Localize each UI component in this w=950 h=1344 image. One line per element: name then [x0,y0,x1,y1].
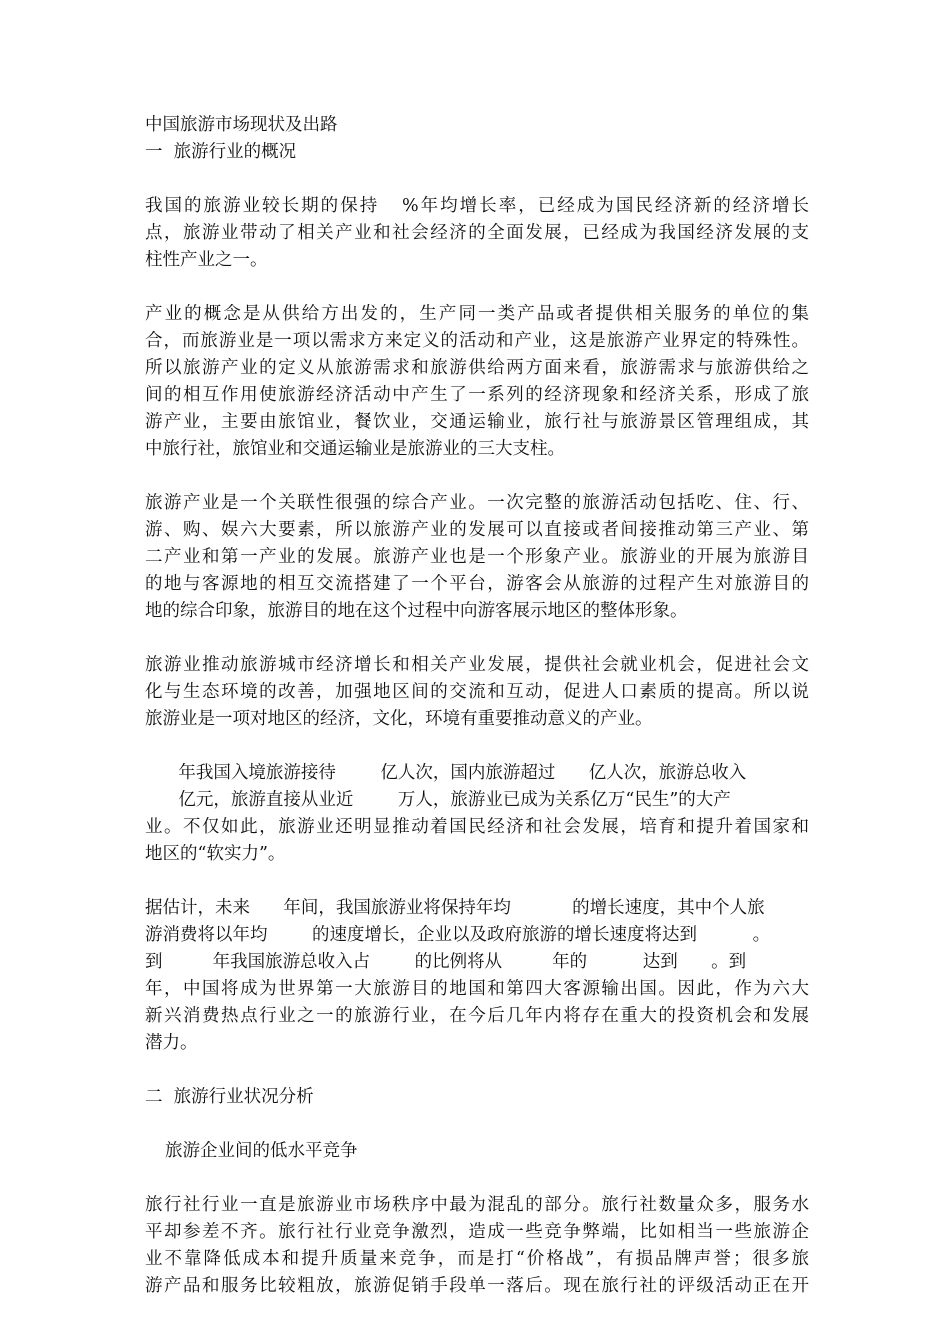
paragraph-line: 游、购、娱六大要素，所以旅游产业的发展可以直接或者间接推动第三产业、第 [145,520,809,540]
paragraph-line: 化与生态环境的改善，加强地区间的交流和互动，促进人口素质的提高。所以说 [145,682,809,702]
paragraph-line: 二产业和第一产业的发展。旅游产业也是一个形象产业。旅游业的开展为旅游目 [145,547,809,567]
paragraph-line: 年，中国将成为世界第一大旅游目的地国和第四大客源输出国。因此，作为六大 [145,979,809,999]
blank-line [145,1111,809,1138]
paragraph-line: 游消费将以年均 的速度增长，企业以及政府旅游的增长速度将达到 。 [145,925,771,945]
paragraph-forecast [145,895,809,1057]
section-heading-analysis: 二 旅游行业状况分析 [145,1087,314,1107]
paragraph-growth [145,193,809,274]
paragraph-statistics [145,760,809,868]
paragraph-line: 柱性产业之一。 [145,250,268,270]
blank-line [145,274,809,301]
paragraph-line: 旅游业推动旅游城市经济增长和相关产业发展，提供社会就业机会，促进社会文 [145,655,809,675]
paragraph-line: 中旅行社，旅馆业和交通运输业是旅游业的三大支柱。 [145,439,565,459]
paragraph-industry-concept [145,301,809,463]
paragraph-line: 旅行社行业一直是旅游业市场秩序中最为混乱的部分。旅行社数量众多，服务水 [145,1195,809,1215]
paragraph-line: 我国的旅游业较长期的保持 %年均增长率，已经成为国民经济新的经济增长 [145,196,809,216]
blank-line [145,1165,809,1192]
paragraph-line: 旅游业是一项对地区的经济，文化，环境有重要推动意义的产业。 [145,709,653,729]
paragraph-line: 业。不仅如此，旅游业还明显推动着国民经济和社会发展，培育和提升着国家和 [145,817,809,837]
paragraph-line: 地区的“软实力”。 [145,844,286,864]
paragraph-line: 间的相互作用使旅游经济活动中产生了一系列的经济现象和经济关系，形成了旅 [145,385,809,405]
paragraph-line: 据估计，未来 年间，我国旅游业将保持年均 的增长速度，其中个人旅 [145,898,765,918]
subheading-low-level-competition: 旅游企业间的低水平竞争 [165,1141,358,1161]
section-heading-overview: 一 旅游行业的概况 [145,142,297,162]
paragraph-line: 的地与客源地的相互交流搭建了一个平台，游客会从旅游的过程产生对旅游目的 [145,574,809,594]
paragraph-line: 地的综合印象，旅游目的地在这个过程中向游客展示地区的整体形象。 [145,601,688,621]
blank-line [145,868,809,895]
paragraph-line: 亿元，旅游直接从业近 万人，旅游业已成为关系亿万“民生”的大产 [145,790,731,810]
document-page [145,112,809,1300]
paragraph-line: 到 年我国旅游总收入占 的比例将从 年的 达到 。到 [145,952,747,972]
blank-line [145,1057,809,1084]
paragraph-line: 旅游产业是一个关联性很强的综合产业。一次完整的旅游活动包括吃、住、行、 [145,493,809,513]
document-title: 中国旅游市场现状及出路 [145,115,338,135]
paragraph-city-economy [145,652,809,733]
blank-line [145,166,809,193]
blank-line [145,733,809,760]
paragraph-line: 年我国入境旅游接待 亿人次，国内旅游超过 亿人次，旅游总收入 [145,763,747,783]
blank-line [145,625,809,652]
paragraph-line: 业不靠降低成本和提升质量来竞争，而是打“价格战”，有损品牌声誉；很多旅 [145,1249,809,1269]
paragraph-line: 潜力。 [145,1033,198,1053]
paragraph-line: 新兴消费热点行业之一的旅游行业，在今后几年内将存在重大的投资机会和发展 [145,1006,809,1026]
paragraph-line: 产业的概念是从供给方出发的，生产同一类产品或者提供相关服务的单位的集 [145,304,809,324]
paragraph-travel-agencies [145,1192,809,1300]
paragraph-line: 点，旅游业带动了相关产业和社会经济的全面发展，已经成为我国经济发展的支 [145,223,809,243]
blank-line [145,463,809,490]
paragraph-comprehensive-industry [145,490,809,625]
paragraph-line: 游产业，主要由旅馆业，餐饮业，交通运输业，旅行社与旅游景区管理组成，其 [145,412,809,432]
paragraph-line: 合，而旅游业是一项以需求方来定义的活动和产业，这是旅游产业界定的特殊性。 [145,331,809,351]
paragraph-line: 游产品和服务比较粗放，旅游促销手段单一落后。现在旅行社的评级活动正在开 [145,1276,809,1296]
paragraph-line: 平却参差不齐。旅行社行业竞争激烈，造成一些竞争弊端，比如相当一些旅游企 [145,1222,809,1242]
paragraph-line: 所以旅游产业的定义从旅游需求和旅游供给两方面来看，旅游需求与旅游供给之 [145,358,809,378]
